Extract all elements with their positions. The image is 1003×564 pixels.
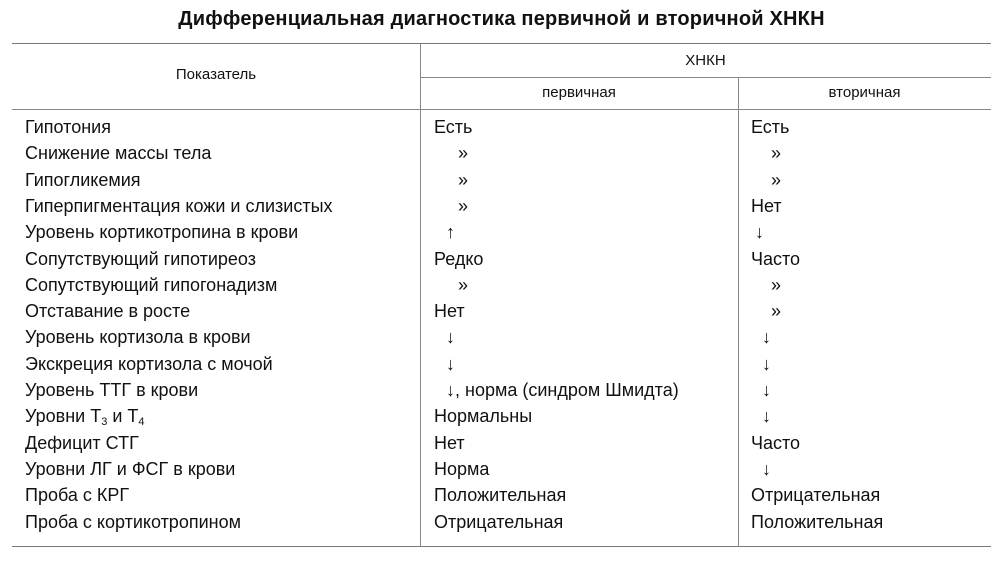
row-secondary: » <box>771 143 782 164</box>
row-label <box>25 406 145 428</box>
row-primary: Нормальны <box>434 406 533 427</box>
row-secondary: Часто <box>751 248 801 269</box>
row-label-part: и Т <box>107 406 139 427</box>
table-row <box>12 170 991 196</box>
table-row <box>12 433 991 459</box>
header-divider <box>420 77 991 78</box>
table-row <box>12 459 991 485</box>
header-group: ХНКН <box>685 52 726 69</box>
row-secondary: Нет <box>751 195 782 216</box>
table-row <box>12 354 991 380</box>
row-label: Экскреция кортизола с мочой <box>25 353 273 374</box>
row-secondary: Отрицательная <box>751 485 881 506</box>
table-row <box>12 301 991 327</box>
row-secondary: ↓ <box>762 380 771 400</box>
row-label: Уровень кортизола в крови <box>25 327 251 348</box>
row-label-subscript: 3 <box>101 416 108 429</box>
table-row <box>12 222 991 248</box>
row-secondary: ↓ <box>762 353 771 374</box>
row-label: Гиперпигментация кожи и слизистых <box>25 195 333 216</box>
row-label: Проба с кортикотропином <box>25 511 241 532</box>
row-primary: » <box>458 274 469 295</box>
row-primary: » <box>458 143 469 164</box>
diagnostics-table <box>12 43 991 547</box>
row-label: Уровень кортикотропина в крови <box>25 222 299 243</box>
row-label: Гипотония <box>25 117 111 137</box>
table-title: Дифференциальная диагностика первичной и вторичной ХНКН <box>178 8 825 30</box>
header-secondary: вторичная <box>828 84 901 101</box>
row-label: Проба с КРГ <box>25 485 130 506</box>
table-row <box>12 117 991 143</box>
row-secondary: ↓ <box>762 327 771 348</box>
row-label: Гипогликемия <box>25 169 141 190</box>
row-label: Уровень ТТГ в крови <box>25 380 199 400</box>
header-indicator: Показатель <box>175 66 257 83</box>
row-label-subscript: 4 <box>138 416 145 429</box>
row-primary: Редко <box>434 248 484 269</box>
row-primary: Есть <box>434 117 473 137</box>
row-secondary: Положительная <box>751 511 884 532</box>
row-label: Уровни ЛГ и ФСГ в крови <box>25 458 236 479</box>
header-primary: первичная <box>542 84 616 101</box>
table-row <box>12 512 991 538</box>
row-secondary: Часто <box>751 432 801 453</box>
row-primary: » <box>458 195 469 216</box>
row-primary: Нет <box>434 432 465 453</box>
table-row <box>12 327 991 353</box>
row-primary: Отрицательная <box>434 511 564 532</box>
table-row <box>12 143 991 169</box>
row-primary: Нет <box>434 301 465 322</box>
table-row <box>12 406 991 432</box>
row-label: Дефицит СТГ <box>25 432 139 453</box>
table-row <box>12 249 991 275</box>
row-secondary: ↓ <box>755 222 764 243</box>
table-row <box>12 275 991 301</box>
row-secondary: ↓ <box>762 458 771 479</box>
row-secondary: » <box>771 301 782 322</box>
row-primary: Положительная <box>434 485 567 506</box>
row-label-part: Уровни Т <box>25 406 102 427</box>
row-secondary: ↓ <box>762 406 771 427</box>
header-bottom-line <box>12 109 991 110</box>
row-primary: ↓ <box>446 327 455 348</box>
row-primary: ↑ <box>446 222 455 243</box>
row-primary: Норма <box>434 458 490 479</box>
row-secondary: » <box>771 274 782 295</box>
table-row <box>12 196 991 222</box>
row-primary: ↓ <box>446 353 455 374</box>
row-primary: ↓, норма (синдром Шмидта) <box>446 380 679 400</box>
table-row <box>12 380 991 406</box>
row-primary: » <box>458 169 469 190</box>
table-row <box>12 485 991 511</box>
row-secondary: Есть <box>751 117 790 137</box>
row-label: Сопутствующий гипотиреоз <box>25 248 256 269</box>
row-label: Сопутствующий гипогонадизм <box>25 274 278 295</box>
row-secondary: » <box>771 169 782 190</box>
row-label: Снижение массы тела <box>25 143 212 164</box>
row-label: Отставание в росте <box>25 301 191 322</box>
